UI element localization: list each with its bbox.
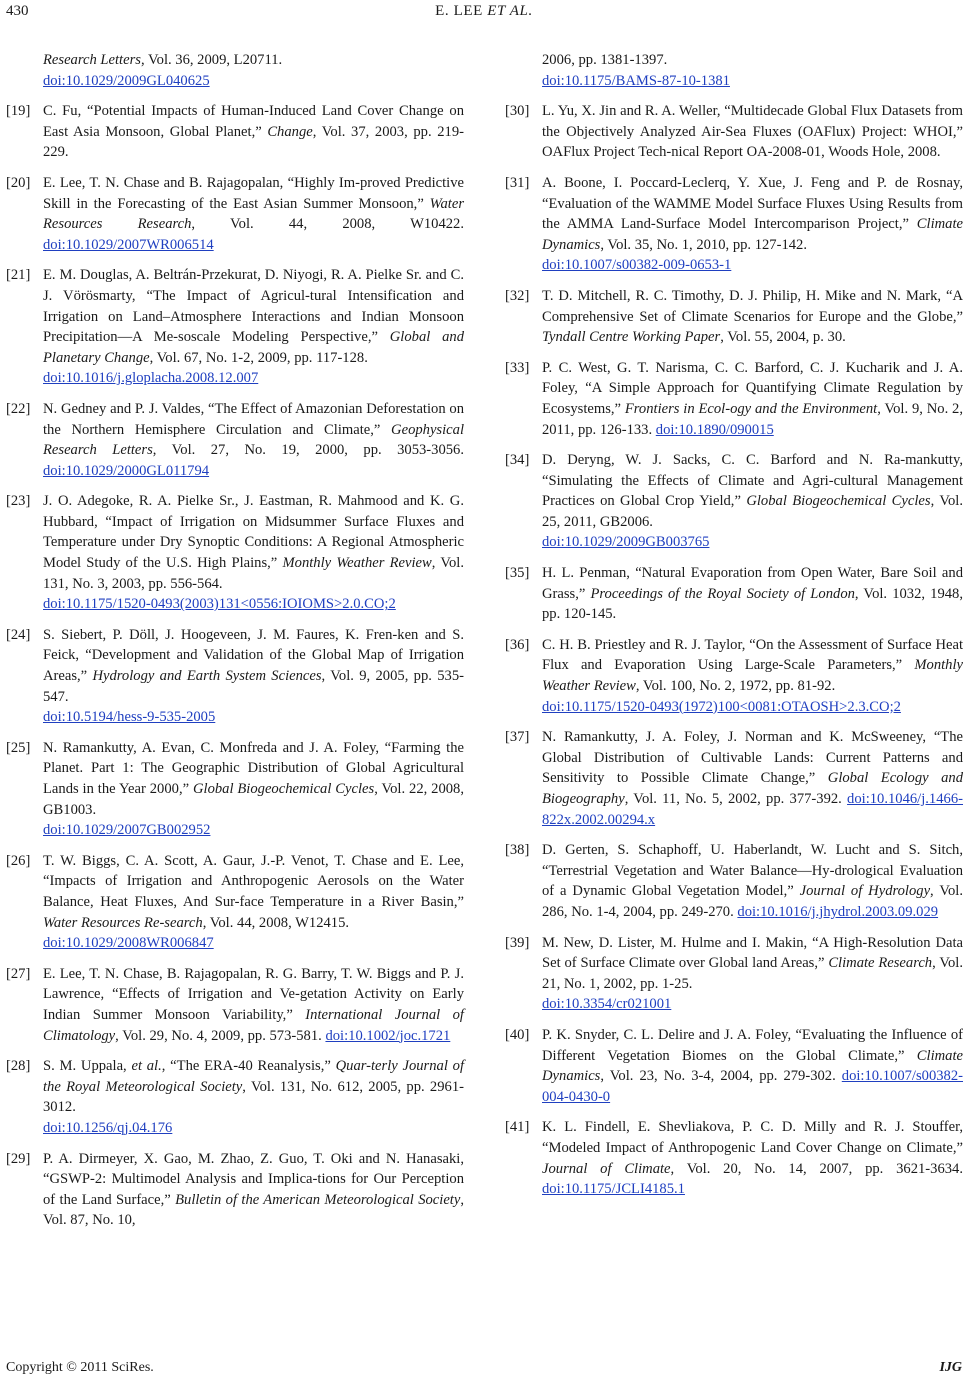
reference-number: [24]: [6, 626, 31, 643]
doi-link[interactable]: doi:10.1029/2000GL011794: [43, 462, 210, 479]
journal-name: Bulletin of the American Meteorological Society: [175, 1191, 461, 1208]
reference-entry: [505, 635, 963, 717]
citation-text: , Vol. 44, 2008, W10422.: [191, 216, 465, 233]
journal-name: Water Resources Research: [43, 195, 464, 233]
reference-number: [35]: [505, 565, 530, 582]
doi-link[interactable]: doi:10.1890/090015: [655, 421, 774, 438]
citation-text: , “The ERA-40 Reanalysis,”: [161, 1058, 336, 1075]
citation-text: N. Ramankutty, J. A. Foley, J. Norman and K. McSweeney, “The Global Distribution of Cultivable Lands: Current Patterns and Sensitivity to Possible Climate Change,”: [542, 729, 963, 787]
citation-text: P. C. West, G. T. Narisma, C. C. Barford, C. J. Kucharik and J. A. Foley, “A Simple Approach for Quantifying Climate Regulation by Ecosystems,”: [542, 359, 963, 417]
reference-entry: [505, 450, 963, 553]
reference-entry: [505, 933, 963, 1015]
citation-text: S. M. Uppala,: [43, 1058, 132, 1075]
reference-number: [25]: [6, 739, 31, 756]
doi-link[interactable]: doi:10.1256/qj.04.176: [43, 1119, 173, 1136]
doi-link[interactable]: doi:10.5194/hess-9-535-2005: [43, 709, 216, 726]
reference-number: [39]: [505, 934, 530, 951]
reference-text: [43, 627, 464, 705]
doi-link[interactable]: doi:10.1175/1520-0493(2003)131<0556:IOIOMS>2.0.CO;2: [43, 596, 396, 613]
citation-details: 2006, pp. 1381-1397.: [542, 52, 668, 68]
citation-text: , Vol. 27, No. 19, 2000, pp. 3053-3056.: [152, 442, 464, 459]
reference-entry: [505, 286, 963, 348]
reference-number: [31]: [505, 174, 530, 191]
reference-number: [28]: [6, 1058, 31, 1075]
journal-name: Global Biogeochemical Cycles: [746, 493, 931, 510]
citation-text: E. Lee, T. N. Chase, B. Rajagopalan, R. G. Barry, T. W. Biggs and P. J. Lawrence, “Effects of Irrigation and Ve-getation Activity on Early Indian Summer Monsoon Variability,”: [43, 965, 464, 1023]
citation-text: , Vol. 44, 2008, W12415.: [202, 914, 350, 931]
reference-entry: [505, 1025, 963, 1107]
reference-column-right: [505, 50, 963, 1210]
reference-text: [542, 637, 963, 694]
citation-text: , Vol. 87, No. 10,: [43, 1191, 464, 1229]
reference-text: [542, 935, 963, 992]
journal-name: Climate Dynamics: [542, 216, 963, 253]
journal-name: Climate Dynamics: [542, 1047, 963, 1085]
reference-entry: [505, 173, 963, 276]
citation-text: , Vol. 20, No. 14, 2007, pp. 3621-3634.: [670, 1160, 963, 1177]
citation-text: , Vol. 286, No. 1-4, 2004, pp. 249-270.: [542, 883, 963, 920]
reference-text: [43, 401, 464, 458]
citation-text: J. O. Adegoke, R. A. Pielke Sr., J. Eastman, R. Mahmood and K. G. Hubbard, “Impact of Irrigation on Midsummer Surface Fluxes and Temperature under Dry Synoptic Conditions: A Regional Atmospheric Model Study of the U.S. High Plains,”: [43, 493, 464, 572]
reference-entry: [6, 738, 464, 841]
reference-text: [43, 493, 464, 591]
doi-link[interactable]: doi:10.3354/cr021001: [542, 996, 672, 1013]
journal-name: Research Letters: [43, 52, 141, 68]
reference-entry: [505, 727, 963, 830]
citation-text: , Vol. 25, 2011, GB2006.: [542, 493, 963, 530]
reference-number: [33]: [505, 359, 530, 376]
citation-text: , Vol. 35, No. 1, 2010, pp. 127-142.: [600, 236, 807, 253]
reference-column-left: [6, 50, 464, 1241]
reference-entry: [505, 840, 963, 922]
doi-link[interactable]: doi:10.1046/j.1466-822x.2002.00294.x: [542, 791, 963, 828]
reference-text: [43, 267, 464, 365]
reference-text: [43, 740, 464, 818]
citation-text: D. Gerten, S. Schaphoff, U. Haberlandt, W. Lucht and S. Sitch, “Terrestrial Vegetation and Water Balance—Hy-drological Evaluation of a Dynamic Global Vegetation Model,”: [542, 842, 963, 900]
reference-entry: [6, 399, 464, 481]
running-title-authors: E. LEE: [435, 3, 488, 19]
reference-number: [22]: [6, 400, 31, 417]
citation-text: L. Yu, X. Jin and R. A. Weller, “Multidecade Global Flux Datasets from the Objectively Analyzed Air-Sea Fluxes (OAFlux) Project: WHOI,” OAFlux Project Tech-nical Report OA-2008-01, Woods Hole, 2008.: [542, 103, 963, 161]
doi-link[interactable]: doi:10.1029/2007GB002952: [43, 822, 211, 839]
doi-link[interactable]: doi:10.1175/1520-0493(1972)100<0081:OTAOSH>2.3.CO;2: [542, 698, 901, 715]
journal-name: Quar-terly Journal of the Royal Meteorological Society: [43, 1058, 464, 1095]
citation-text: E. M. Douglas, A. Beltrán-Przekurat, D. Niyogi, R. A. Pielke Sr. and C. J. Vörösmarty, “The Impact of Agricul-tural Intensification and Irrigation on Land–Atmosphere Interactions and Indian Monsoon Precipitation—A Me-soscale Modeling Perspective,”: [43, 267, 464, 346]
journal-name: Proceedings of the Royal Society of London: [590, 585, 855, 602]
citation-details: , Vol. 36, 2009, L20711.: [140, 52, 283, 68]
reference-entry: [6, 625, 464, 728]
doi-link[interactable]: doi:10.1002/joc.1721: [325, 1027, 451, 1044]
journal-name: et al.: [131, 1058, 162, 1075]
doi-link[interactable]: doi:10.1029/2007WR006514: [43, 236, 214, 253]
reference-number: [20]: [6, 174, 31, 191]
citation-text: , Vol. 21, No. 1, 2002, pp. 1-25.: [542, 955, 963, 992]
reference-entry: [6, 173, 464, 255]
citation-text: , Vol. 23, No. 3-4, 2004, pp. 279-302.: [600, 1068, 842, 1085]
reference-number: [41]: [505, 1119, 530, 1136]
journal-abbreviation: IJG: [939, 1360, 962, 1375]
reference-number: [36]: [505, 636, 530, 653]
reference-text: [43, 1151, 464, 1229]
reference-text: [542, 175, 963, 253]
reference-text: [43, 1058, 464, 1115]
journal-name: Global Biogeochemical Cycles: [192, 781, 375, 797]
reference-entry: [505, 358, 963, 440]
journal-name: Geophysical Research Letters: [43, 421, 464, 459]
reference-entry: [6, 851, 464, 954]
citation-text: K. L. Findell, E. Shevliakova, P. C. D. Milly and R. J. Stouffer, “Modeled Impact of Anthropogenic Land Cover Change on Climate,”: [542, 1119, 963, 1156]
reference-number: [21]: [6, 267, 31, 284]
reference-entry: [6, 1149, 464, 1231]
citation-text: , Vol. 9, No. 2, 2011, pp. 126-133.: [542, 400, 963, 438]
citation-text: , Vol. 29, No. 4, 2009, pp. 573-581.: [115, 1027, 326, 1044]
reference-number: [19]: [6, 103, 31, 120]
citation-text: , Vol. 22, 2008, GB1003.: [43, 781, 464, 818]
citation-text: , Vol. 37, 2003, pp. 219-229.: [43, 123, 464, 161]
journal-name: Water Resources Re-search: [43, 914, 203, 931]
reference-entry: [6, 964, 464, 1046]
doi-link[interactable]: doi:10.1007/s00382-009-0653-1: [542, 257, 732, 274]
citation-text: , Vol. 67, No. 1-2, 2009, pp. 117-128.: [149, 349, 368, 366]
reference-number: [38]: [505, 842, 530, 859]
journal-name: Climate Research: [828, 955, 933, 972]
doi-link[interactable]: doi:10.1175/BAMS-87-10-1381: [542, 72, 730, 89]
citation-text: E. Lee, T. N. Chase and B. Rajagopalan, “Highly Im-proved Predictive Skill in the Forecasting of the East Asian Summer Monsoon,”: [43, 174, 464, 212]
reference-continuation: [6, 50, 464, 91]
journal-name: Change: [267, 123, 313, 140]
reference-number: [32]: [505, 287, 530, 304]
running-title-etal: ET AL.: [487, 3, 533, 19]
reference-text: [542, 565, 963, 622]
citation-text: M. New, D. Lister, M. Hulme and I. Makin, “A High-Resolution Data Set of Surface Climate over Global land Areas,”: [542, 934, 963, 972]
reference-entry: [6, 1056, 464, 1138]
reference-text: [542, 103, 963, 160]
doi-link[interactable]: doi:10.1029/2008WR006847: [43, 935, 214, 952]
reference-entry: [6, 101, 464, 163]
citation-text: H. L. Penman, “Natural Evaporation from Open Water, Bare Soil and Grass,”: [542, 565, 963, 602]
reference-entry: [505, 1117, 963, 1199]
reference-continuation: [505, 50, 963, 91]
reference-number: [40]: [505, 1026, 530, 1043]
reference-text: [43, 175, 464, 232]
reference-entry: [6, 491, 464, 615]
copyright-notice: Copyright © 2011 SciRes.: [6, 1360, 154, 1375]
citation-text: A. Boone, I. Poccard-Leclerq, Y. Xue, J. Feng and P. de Rosnay, “Evaluation of the WAMME Model Surface Fluxes Using Results from the AMMA Land-Surface Model Intercomparison Project,”: [542, 174, 963, 233]
doi-link[interactable]: doi:10.1175/JCLI4185.1: [542, 1181, 685, 1198]
journal-name: Tyndall Centre Working Paper: [542, 329, 721, 346]
citation-text: , Vol. 100, No. 2, 1972, pp. 81-92.: [635, 678, 836, 695]
reference-number: [26]: [6, 852, 31, 869]
reference-number: [37]: [505, 729, 530, 746]
citation-text: , Vol. 131, No. 3, 2003, pp. 556-564.: [43, 555, 464, 592]
doi-link[interactable]: doi:10.1007/s00382-004-0430-0: [542, 1068, 963, 1105]
citation-text: , Vol. 11, No. 5, 2002, pp. 377-392.: [624, 791, 848, 807]
page-number: 430: [6, 3, 29, 19]
citation-text: , Vol. 131, No. 612, 2005, pp. 2961-3012.: [43, 1078, 464, 1116]
citation-text: T. D. Mitchell, R. C. Timothy, D. J. Philip, H. Mike and N. Mark, “A Comprehensive Set of Climate Scenarios for Europe and the Globe,”: [542, 287, 963, 325]
journal-name: Monthly Weather Review: [282, 555, 432, 572]
reference-number: [23]: [6, 493, 31, 510]
citation-text: N. Gedney and P. J. Valdes, “The Effect of Amazonian Deforestation on the Northern Hemisphere Circulation and Climate,”: [43, 400, 464, 438]
reference-entry: [505, 563, 963, 625]
journal-name: Monthly Weather Review: [542, 657, 963, 695]
running-title: [0, 3, 968, 20]
journal-name: Journal of Hydrology: [799, 883, 931, 900]
reference-number: [27]: [6, 965, 31, 982]
reference-entry: [6, 265, 464, 389]
citation-text: , Vol. 55, 2004, p. 30.: [720, 329, 846, 346]
page-header: [0, 0, 968, 28]
reference-text: [542, 1119, 963, 1176]
citation-text: T. W. Biggs, C. A. Scott, A. Gaur, J.-P. Venot, T. Chase and E. Lee, “Impacts of Irrigation and Anthropogenic Aerosols on the Water Balance, Heat Fluxes, And Sur-face Temperature in a River Basin,”: [43, 852, 464, 910]
reference-text: [542, 452, 963, 530]
journal-name: Global Ecology and Biogeography: [542, 770, 963, 807]
journal-name: Global and Planetary Change: [43, 329, 465, 366]
journal-name: Frontiers in Ecol-ogy and the Environment: [624, 400, 878, 417]
doi-link[interactable]: doi:10.1016/j.gloplacha.2008.12.007: [43, 370, 259, 387]
citation-text: P. A. Dirmeyer, X. Gao, M. Zhao, Z. Guo, T. Oki and N. Hanasaki, “GSWP-2: Multimodel Analysis and Implica-tions for Our Perception of the Land Surface,”: [43, 1150, 464, 1208]
doi-link[interactable]: doi:10.1029/2009GL040625: [43, 72, 210, 89]
reference-number: [34]: [505, 452, 530, 469]
citation-text: , Vol. 1032, 1948, pp. 120-145.: [542, 585, 963, 623]
citation-text: N. Ramankutty, A. Evan, C. Monfreda and J. A. Foley, “Farming the Planet. Part 1: The Geographic Distribution of Global Agricultural Lands in the Year 2000,”: [43, 739, 464, 797]
reference-text: [43, 853, 464, 931]
reference-number: [30]: [505, 103, 530, 120]
citation-text: C. H. B. Priestley and R. J. Taylor, “On the Assessment of Surface Heat Flux and Evaporation Using Large-Scale Parameters,”: [542, 636, 963, 674]
reference-number: [29]: [6, 1150, 31, 1167]
citation-text: S. Siebert, P. Döll, J. Hoogeveen, J. M. Faures, K. Fren-ken and S. Feick, “Development and Validation of the Global Map of Irrigation Areas,”: [43, 626, 464, 685]
reference-text: [542, 288, 963, 345]
journal-name: Journal of Climate: [542, 1160, 671, 1177]
citation-text: D. Deryng, W. J. Sacks, C. C. Barford and N. Ra-mankutty, “Simulating the Effects of Climate and Agri-cultural Management Practices on Global Crop Yield,”: [542, 452, 963, 510]
reference-entry: [505, 101, 963, 163]
journal-name: International Journal of Climatology: [43, 1006, 464, 1044]
citation-text: C. Fu, “Potential Impacts of Human-Induced Land Cover Change on East Asia Monsoon, Global Planet,”: [43, 103, 464, 140]
citation-text: P. K. Snyder, C. L. Delire and J. A. Foley, “Evaluating the Influence of Different Vegetation Biomes on the Global Climate,”: [542, 1026, 963, 1064]
journal-name: Hydrology and Earth System Sciences: [92, 668, 322, 685]
reference-text: [43, 103, 464, 160]
citation-text: , Vol. 9, 2005, pp. 535-547.: [43, 668, 464, 705]
doi-link[interactable]: doi:10.1029/2009GB003765: [542, 534, 710, 551]
doi-link[interactable]: doi:10.1016/j.jhydrol.2003.09.029: [737, 903, 939, 920]
